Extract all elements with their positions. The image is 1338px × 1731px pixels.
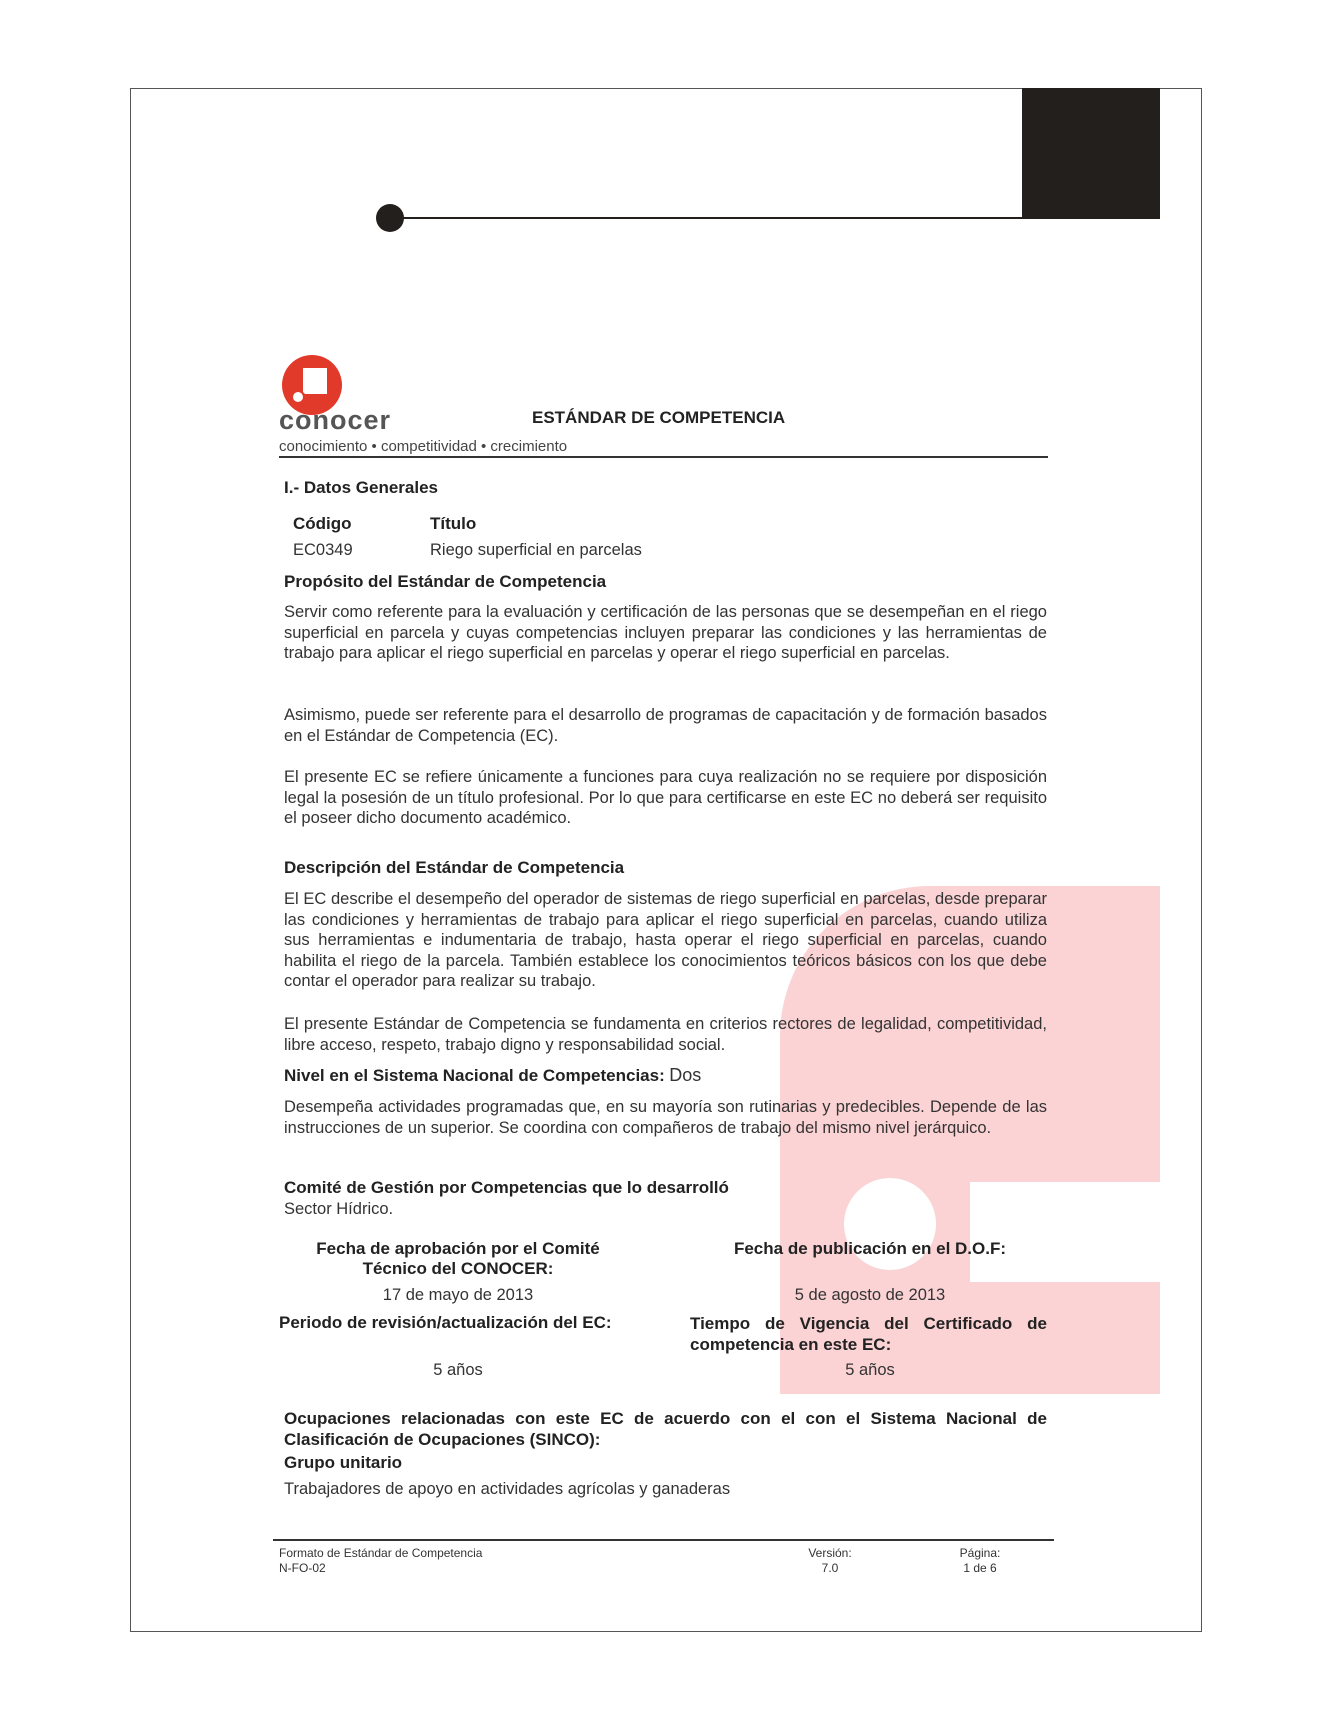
- titulo-value: Riego superficial en parcelas: [430, 541, 642, 559]
- corner-block: [1022, 88, 1160, 219]
- grupo-unitario-value: Trabajadores de apoyo en actividades agrícolas y ganaderas: [284, 1480, 731, 1498]
- fecha-aprobacion-label-1: Fecha de aprobación por el Comité: [316, 1239, 600, 1258]
- nivel-row: [284, 1065, 701, 1086]
- footer-page-value: 1 de 6: [963, 1561, 997, 1575]
- codigo-label: Código: [293, 514, 352, 533]
- proposito-paragraph-3: El presente EC se refiere únicamente a funciones para cuya realización no se requiere por disposición legal la posesión de un título profesional. Por lo que para certificarse en este EC no deberá ser requisito el poseer dicho documento académico.: [284, 768, 1047, 827]
- nivel-paragraph: Desempeña actividades programadas que, en su mayoría son rutinarias y predecibles. Depende de las instrucciones de un superior. Se coordina con compañeros de trabajo del mismo nivel jerárquico.: [284, 1098, 1047, 1137]
- vigencia-label: Tiempo de Vigencia del Certificado de competencia en este EC:: [690, 1314, 1047, 1354]
- footer-divider: [273, 1539, 1054, 1541]
- fecha-publicacion-label: Fecha de publicación en el D.O.F:: [733, 1239, 1007, 1258]
- proposito-heading: Propósito del Estándar de Competencia: [284, 572, 607, 591]
- codigo-value: EC0349: [293, 541, 353, 559]
- proposito-paragraph-1: Servir como referente para la evaluación y certificación de las personas que se desempeñan en el riego superficial en parcela y cuyas competencias incluyen preparar las condiciones y las herramientas de trabajo para aplicar el riego superficial en parcelas y operar el riego superficial en parcelas.: [284, 603, 1047, 662]
- fecha-publicacion-value: 5 de agosto de 2013: [794, 1286, 946, 1304]
- footer-version-label: Versión:: [808, 1546, 852, 1560]
- proposito-paragraph-2: Asimismo, puede ser referente para el desarrollo de programas de capacitación y de formación basados en el Estándar de Competencia (EC).: [284, 706, 1047, 745]
- footer-format-code: N-FO-02: [279, 1561, 326, 1575]
- periodo-value: 5 años: [433, 1361, 483, 1379]
- header-divider: [279, 456, 1048, 458]
- fecha-aprobacion-value: 17 de mayo de 2013: [382, 1286, 534, 1304]
- titulo-label: Título: [430, 514, 477, 533]
- footer-page-label: Página:: [959, 1546, 1001, 1560]
- nivel-label: Nivel en el Sistema Nacional de Competencias:: [284, 1066, 665, 1085]
- document-title: ESTÁNDAR DE COMPETENCIA: [532, 408, 786, 427]
- ocupaciones-heading: Ocupaciones relacionadas con este EC de acuerdo con el con el Sistema Nacional de Clasificación de Ocupaciones (SINCO):: [284, 1409, 1047, 1449]
- decorative-rule: [390, 217, 1160, 219]
- decorative-dot: [376, 204, 404, 232]
- descripcion-paragraph-2: El presente Estándar de Competencia se fundamenta en criterios rectores de legalidad, competitividad, libre acceso, respeto, trabajo digno y responsabilidad social.: [284, 1015, 1047, 1054]
- grupo-unitario-heading: Grupo unitario: [284, 1453, 403, 1472]
- logo-tagline: conocimiento • competitividad • crecimiento: [279, 438, 568, 455]
- comite-heading: Comité de Gestión por Competencias que lo desarrolló: [284, 1178, 729, 1197]
- descripcion-heading: Descripción del Estándar de Competencia: [284, 858, 625, 877]
- footer-version-value: 7.0: [821, 1561, 839, 1575]
- comite-value: Sector Hídrico.: [284, 1200, 394, 1218]
- descripcion-paragraph-1: El EC describe el desempeño del operador de sistemas de riego superficial en parcelas, desde preparar las condiciones y herramientas de trabajo para aplicar el riego superficial en parcelas, cuando utiliza sus herramientas e indumentaria de trabajo, hasta operar el riego superficial en parcelas, cuando habilita el riego de la parcela. También establece los conocimientos teóricos básicos con los que debe contar el operador para realizar su trabajo.: [284, 890, 1047, 990]
- nivel-value: Dos: [669, 1065, 702, 1085]
- fecha-aprobacion-label-2: Técnico del CONOCER:: [362, 1259, 554, 1278]
- footer-format-name: Formato de Estándar de Competencia: [279, 1546, 483, 1560]
- vigencia-value: 5 años: [845, 1361, 895, 1379]
- logo-wordmark: conocer: [279, 405, 392, 435]
- section-heading-datos-generales: I.- Datos Generales: [284, 478, 439, 497]
- periodo-label: Periodo de revisión/actualización del EC:: [279, 1313, 612, 1332]
